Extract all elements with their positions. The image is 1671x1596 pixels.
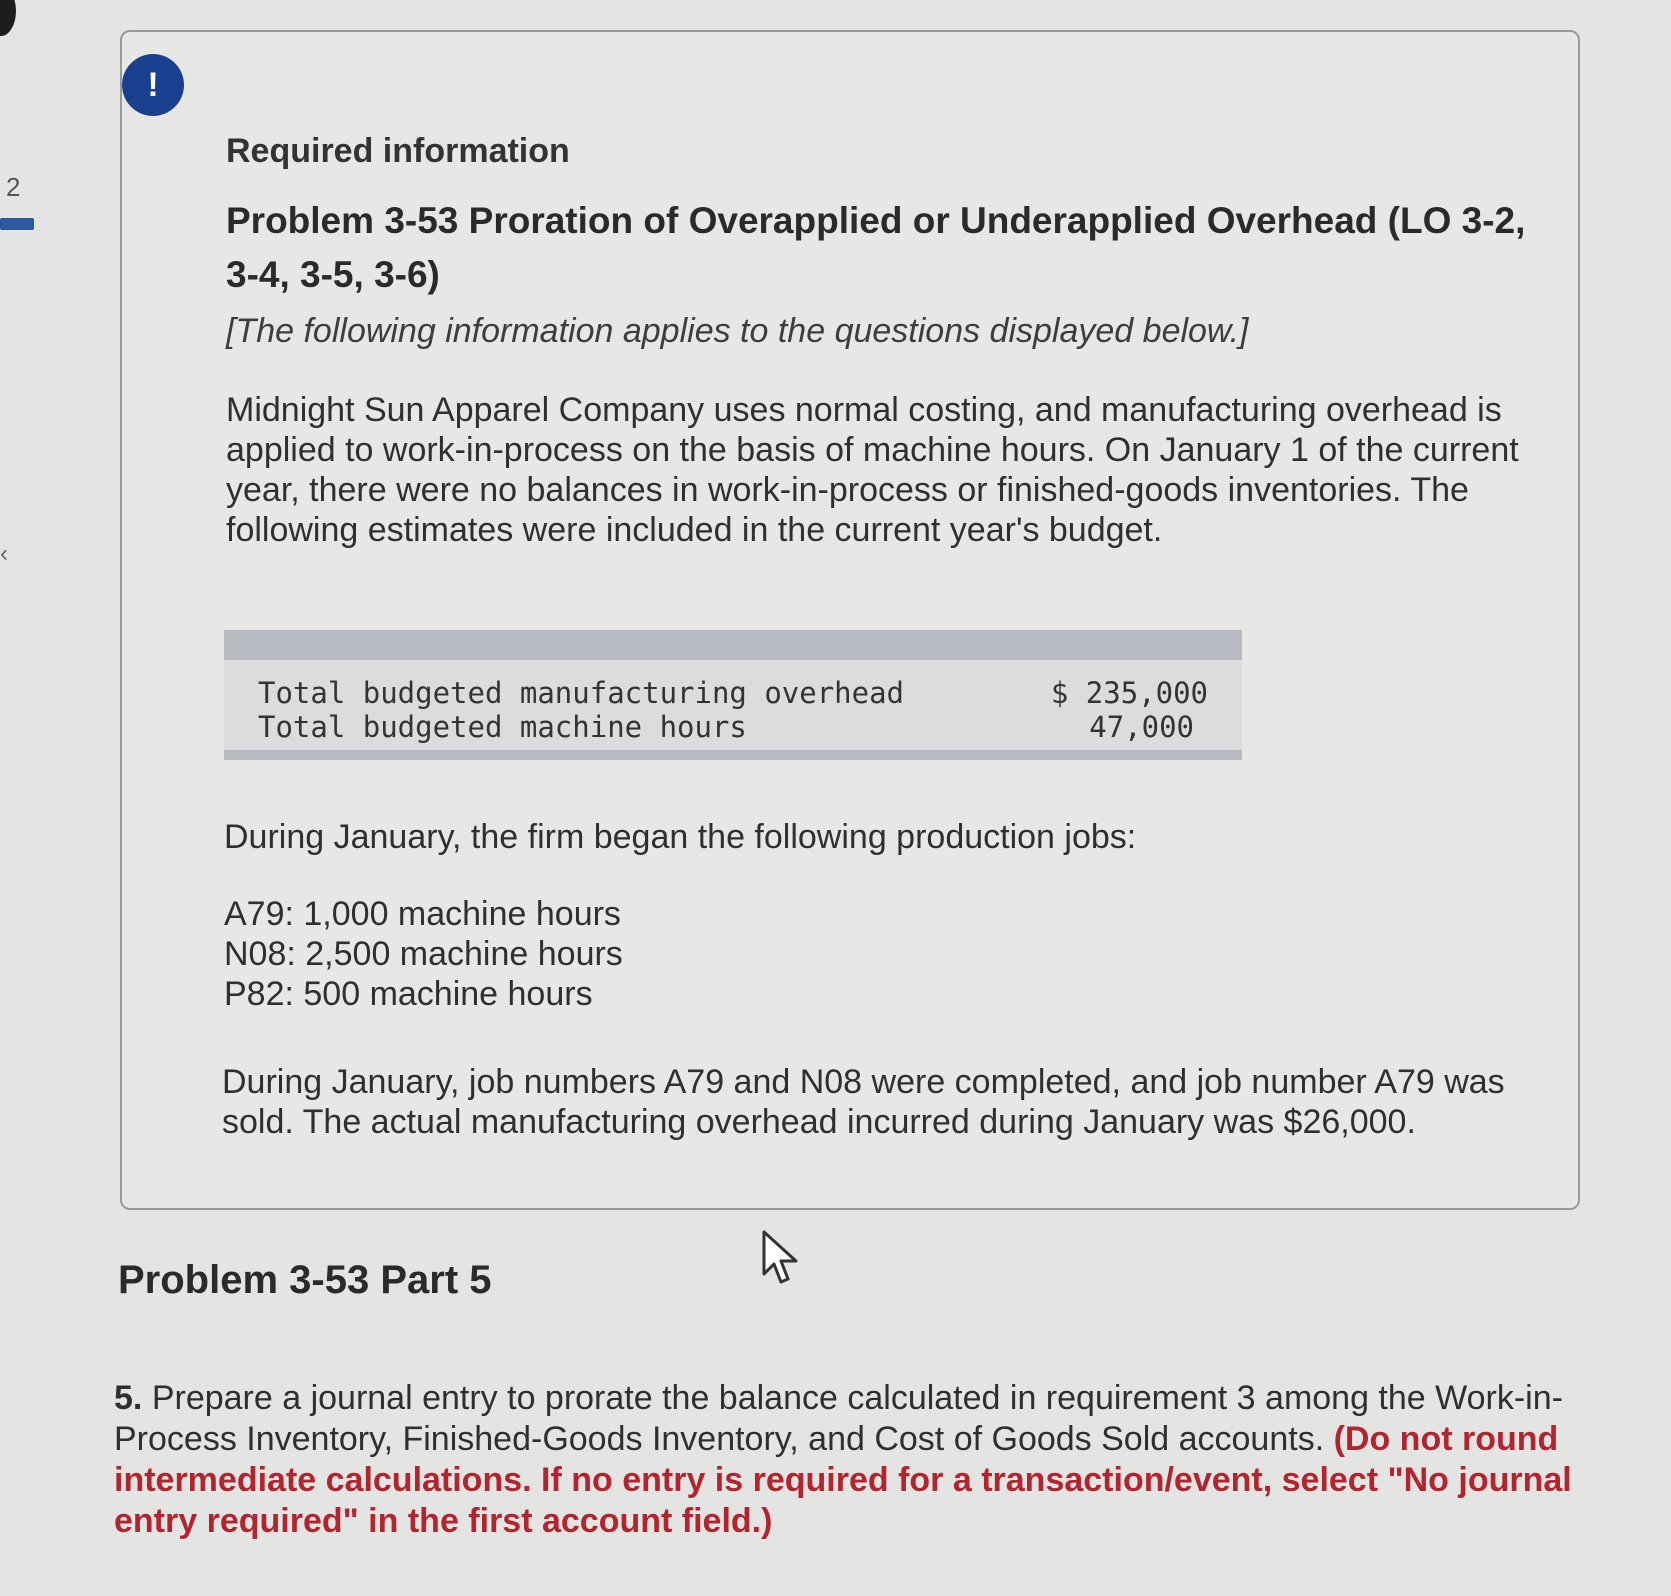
table-row <box>258 676 1208 712</box>
instruction-note: (Do not round intermediate calculations. If no entry is required for a transaction/event, select "No journal entry required" in the first account field.) <box>114 1420 1572 1540</box>
jobs-list <box>224 894 623 1014</box>
mouse-cursor-icon <box>760 1230 800 1286</box>
list-item: N08: 2,500 machine hours <box>224 935 623 973</box>
table-row-label: Total budgeted machine hours <box>258 710 747 744</box>
intro-paragraph: Midnight Sun Apparel Company uses normal costing, and manufacturing overhead is applied to work-in-process on the basis of machine hours. On January 1 of the current year, there were no balances in work-in-process or finished-goods inventories. The following estimates were included in the current year's budget. <box>226 391 1519 549</box>
edge-dot <box>0 0 16 36</box>
table-header-band <box>224 630 1242 660</box>
completion-paragraph: During January, job numbers A79 and N08 were completed, and job number A79 was sold. The actual manufacturing overhead incurred during January was $26,000. <box>222 1063 1505 1141</box>
table-footer-band <box>224 750 1242 760</box>
list-item: P82: 500 machine hours <box>224 975 593 1013</box>
part-title: Problem 3-53 Part 5 <box>118 1258 492 1302</box>
left-edge-strip <box>0 0 60 1596</box>
table-row-label: Total budgeted manufacturing overhead <box>258 676 905 710</box>
instruction-number: 5. <box>114 1379 143 1417</box>
list-item: A79: 1,000 machine hours <box>224 895 621 933</box>
required-information-heading: Required information <box>226 132 570 170</box>
budget-table <box>224 630 1242 760</box>
required-information-panel <box>120 30 1580 1210</box>
instruction <box>114 1378 1634 1542</box>
question-number[interactable]: 2 <box>6 172 21 202</box>
instruction-text: Prepare a journal entry to prorate the balance calculated in requirement 3 among the Work-in-Process Inventory, Finished-Goods Inventory, and Cost of Goods Sold accounts. <box>114 1379 1563 1458</box>
problem-title: Problem 3-53 Proration of Overapplied or Underapplied Overhead (LO 3-2, 3-4, 3-5, 3-6) <box>226 200 1526 295</box>
table-row-value: $ 235,000 <box>1050 676 1208 710</box>
alert-icon: ! <box>122 54 184 116</box>
applies-note: [The following information applies to the questions displayed below.] <box>226 312 1249 350</box>
table-row-value: 47,000 <box>1089 710 1194 744</box>
chevron-left-icon[interactable]: ‹ <box>0 540 8 567</box>
jobs-intro: During January, the firm began the following production jobs: <box>224 818 1137 856</box>
question-progress-bar <box>0 218 34 230</box>
table-row <box>258 710 1208 746</box>
